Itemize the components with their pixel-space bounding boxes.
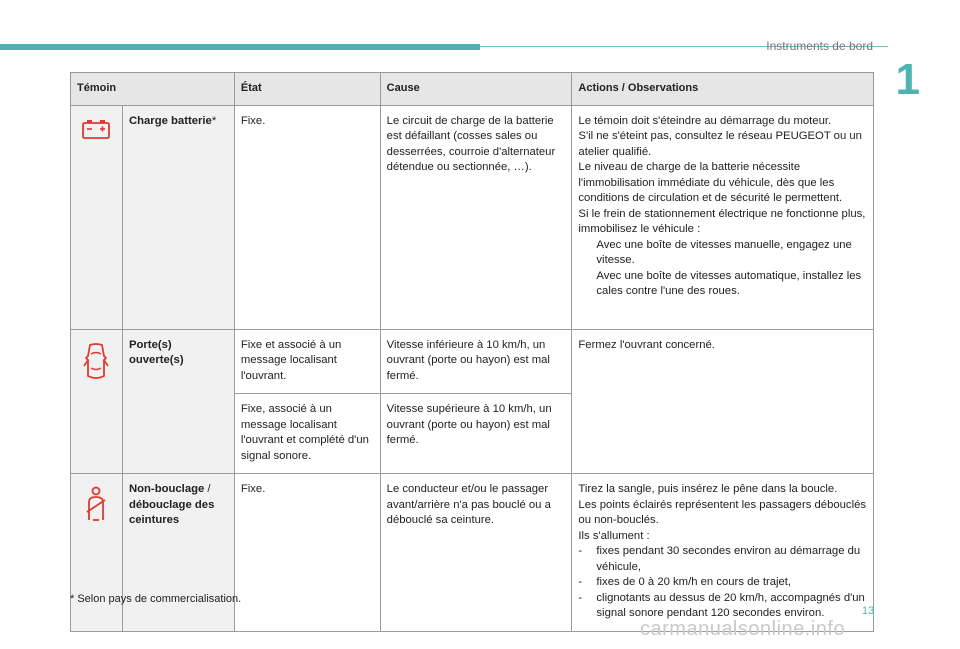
cause-cell: Vitesse inférieure à 10 km/h, un ouvrant (porte ou hayon) est mal fermé.: [380, 329, 572, 394]
column-header-cause: Cause: [380, 73, 572, 106]
action-text: Ils s'allument :: [578, 529, 650, 542]
column-header-actions: Actions / Observations: [572, 73, 874, 106]
battery-icon-cell: [71, 105, 123, 329]
action-text: Le niveau de charge de la batterie nécessite l'immobilisation immédiate du véhicule, dès que les conditions de circulation et de sécurité le permettent.: [578, 161, 843, 204]
state-cell: Fixe, associé à un message localisant l'ouvrant et complété d'un signal sonore.: [234, 394, 380, 474]
column-header-temoin: Témoin: [71, 73, 235, 106]
state-cell: Fixe.: [234, 474, 380, 632]
action-text: Les points éclairés représentent les passagers débouclés ou non-bouclés.: [578, 498, 867, 526]
actions-cell: [572, 474, 874, 632]
column-header-etat: État: [234, 73, 380, 106]
bullet-mark: -: [578, 591, 583, 604]
list-item: - fixes de 0 à 20 km/h en cours de trajet,: [578, 575, 867, 591]
list-item: - fixes pendant 30 secondes environ au démarrage du véhicule,: [578, 544, 867, 575]
battery-icon: [81, 118, 111, 140]
table-row: [71, 329, 874, 394]
footnote: * Selon pays de commercialisation.: [70, 593, 242, 605]
open-door-icon-cell: [71, 329, 123, 474]
section-title: Instruments de bord: [766, 39, 873, 53]
bullet-mark: [578, 269, 596, 300]
list-item: Avec une boîte de vitesses automatique, installez les cales contre l'une des roues.: [578, 269, 867, 300]
indicator-name: Charge batterie*: [122, 105, 234, 329]
action-text: Si le frein de stationnement électrique ne fonctionne plus, immobilisez le véhicule :: [578, 207, 866, 235]
action-text: Tirez la sangle, puis insérez le pêne dans la boucle.: [578, 483, 838, 495]
open-door-icon: [83, 342, 109, 382]
chapter-number: 1: [895, 55, 920, 104]
watermark: carmanualsonline.info: [640, 618, 846, 640]
page-number: 13: [862, 605, 875, 617]
state-cell: Fixe.: [234, 105, 380, 329]
list-item: - clignotants au dessus de 20 km/h, accompagnés d'un signal sonore pendant 120 secondes environ.: [578, 591, 867, 622]
state-cell: Fixe et associé à un message localisant l'ouvrant.: [234, 329, 380, 394]
indicator-name: Porte(s) ouverte(s): [122, 329, 234, 474]
bullet-mark: -: [578, 545, 583, 557]
action-text: S'il ne s'éteint pas, consultez le réseau PEUGEOT ou un atelier qualifié.: [578, 130, 862, 158]
table-row: [71, 105, 874, 329]
warning-lights-table: [70, 72, 874, 632]
actions-cell: Fermez l'ouvrant concerné.: [572, 329, 874, 474]
seatbelt-icon: [83, 486, 109, 522]
seatbelt-icon-cell: [71, 474, 123, 632]
cause-cell: Le circuit de charge de la batterie est défaillant (cosses sales ou desserrées, courroie d'alternateur détendue ou sectionnée, …).: [380, 105, 572, 329]
list-item: Avec une boîte de vitesses manuelle, engagez une vitesse.: [578, 238, 867, 269]
header-accent-bar: [0, 44, 480, 50]
table-header-row: [71, 73, 874, 106]
table-row: [71, 474, 874, 632]
cause-cell: Le conducteur et/ou le passager avant/arrière n'a pas bouclé ou a débouclé sa ceinture.: [380, 474, 572, 632]
action-text: Le témoin doit s'éteindre au démarrage du moteur.: [578, 114, 832, 127]
actions-cell: [572, 105, 874, 329]
cause-cell: Vitesse supérieure à 10 km/h, un ouvrant (porte ou hayon) est mal fermé.: [380, 394, 572, 474]
indicator-name: Non-bouclage / débouclage des ceintures: [122, 474, 234, 632]
bullet-mark: [578, 238, 596, 269]
bullet-mark: -: [578, 576, 583, 588]
